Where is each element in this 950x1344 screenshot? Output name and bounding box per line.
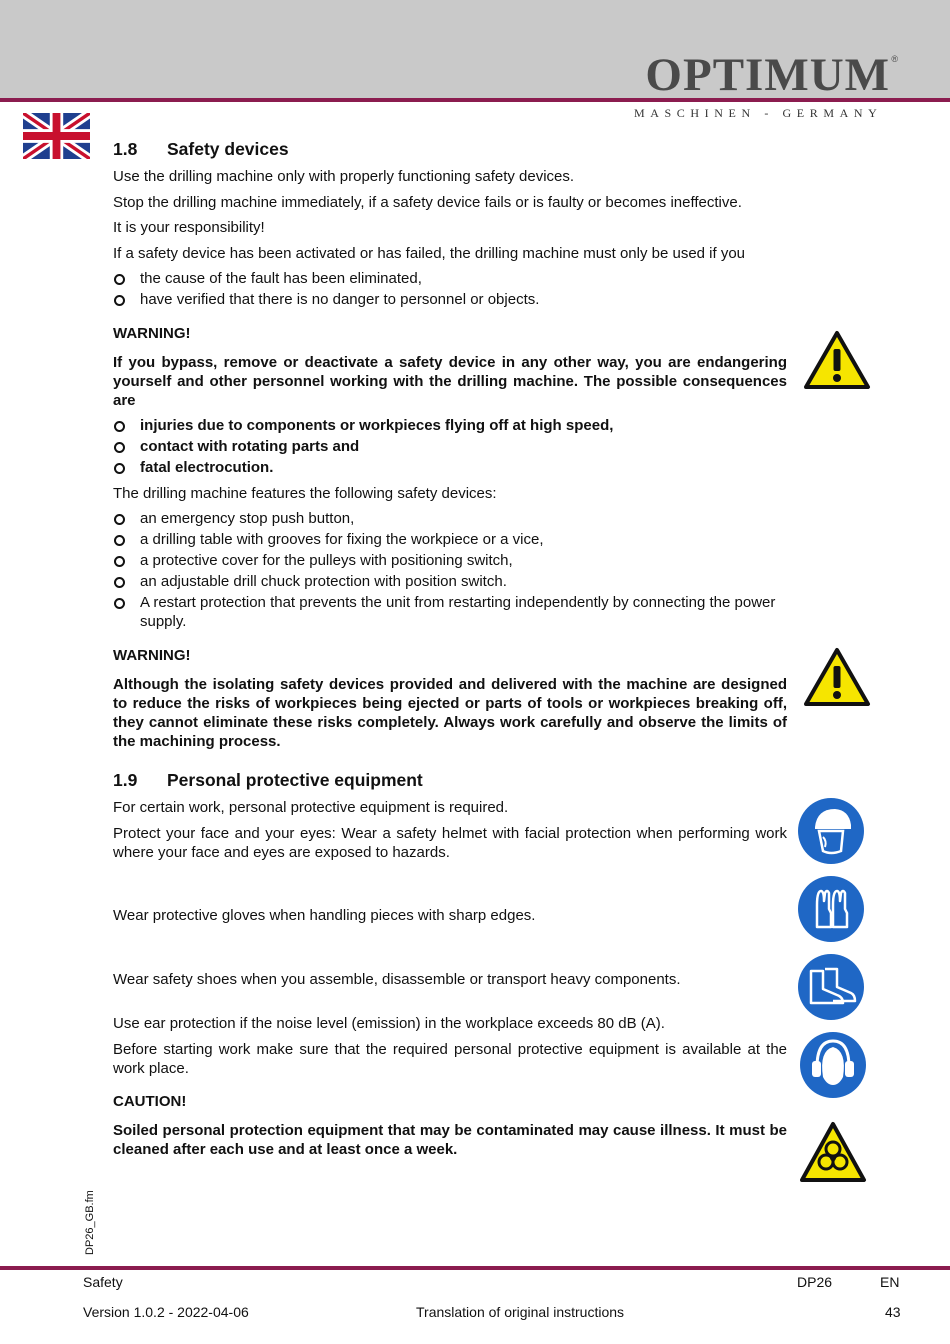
footer-language: EN — [880, 1274, 900, 1290]
main-content — [113, 140, 787, 1166]
list-item — [113, 437, 787, 456]
bullet-list — [113, 509, 787, 631]
list-item — [113, 269, 787, 288]
section-heading-1-8 — [113, 140, 787, 159]
logo-registered-mark: ® — [891, 54, 898, 64]
paragraph: If a safety device has been activated or has failed, the drilling machine must only be used if you — [113, 244, 746, 262]
paragraph: For certain work, personal protective equipment is required. — [113, 799, 509, 816]
footer-section: Safety — [83, 1274, 123, 1290]
warning-heading: WARNING! — [113, 324, 191, 342]
face-protection-icon — [797, 797, 865, 865]
warning-triangle-icon — [803, 647, 871, 707]
warning-text: If you bypass, remove or deactivate a safety device in any other way, you are endangering yourself and other personnel working with the drilling machine. The possible consequences are — [113, 353, 787, 409]
section-title: Personal protective equipment — [167, 770, 423, 790]
list-item — [113, 416, 787, 435]
list-item — [113, 509, 787, 528]
section-heading-1-9 — [113, 771, 787, 790]
warning-bullet-list — [113, 416, 787, 477]
list-item — [113, 530, 787, 549]
safety-shoes-icon — [797, 953, 865, 1021]
list-item — [113, 593, 787, 631]
paragraph: Wear safety shoes when you assemble, disassemble or transport heavy components. — [113, 970, 681, 988]
gloves-icon — [797, 875, 865, 943]
footer-translation-note: Translation of original instructions — [416, 1304, 625, 1320]
section-title: Safety devices — [167, 139, 289, 159]
logo-tagline: MASCHINEN - GERMANY — [634, 106, 883, 120]
bullet-icon — [114, 421, 125, 432]
optimum-logo — [628, 50, 898, 120]
paragraph: Use ear protection if the noise level (emission) in the workplace exceeds 80 dB (A). — [113, 1015, 665, 1032]
page-number: 43 — [885, 1304, 901, 1320]
list-item — [113, 572, 787, 591]
paragraph: The drilling machine features the following safety devices: — [113, 484, 497, 502]
section-number: 1.9 — [113, 770, 138, 790]
paragraph: Before starting work make sure that the required personal protective equipment is available at the work place. — [113, 1040, 787, 1077]
caution-heading: CAUTION! — [113, 1093, 187, 1110]
list-item-text: contact with rotating parts and — [140, 438, 360, 455]
paragraph: Stop the drilling machine immediately, if a safety device fails or is faulty or becomes ineffective. — [113, 193, 742, 211]
warning-heading: WARNING! — [113, 646, 191, 664]
list-item-text: A restart protection that prevents the unit from restarting independently by connecting the power supply. — [140, 594, 776, 630]
paragraph: It is your responsibility! — [113, 219, 265, 236]
ear-protection-icon — [799, 1031, 867, 1099]
bullet-icon — [114, 556, 125, 567]
list-item-text: an adjustable drill chuck protection with position switch. — [140, 573, 507, 590]
paragraph: Wear protective gloves when handling pieces with sharp edges. — [113, 907, 536, 924]
biohazard-icon — [799, 1121, 867, 1183]
list-item — [113, 551, 787, 570]
paragraph: Use the drilling machine only with properly functioning safety devices. — [113, 168, 575, 185]
bullet-icon — [114, 577, 125, 588]
bullet-icon — [114, 463, 125, 474]
list-item-text: have verified that there is no danger to personnel or objects. — [140, 291, 540, 308]
bullet-icon — [114, 598, 125, 609]
caution-text: Soiled personal protection equipment that may be contaminated may cause illness. It must be cleaned after each use and at least once a week. — [113, 1122, 787, 1158]
file-name-label: DP26_GB.fm — [84, 1190, 96, 1255]
bullet-icon — [114, 442, 125, 453]
warning-text: Although the isolating safety devices provided and delivered with the machine are designed to reduce the risks of workpieces being ejected or parts of tools or workpieces breaking off, they cannot eliminate these risks completely. Always work carefully and observe the limits of the machining process. — [113, 675, 787, 750]
list-item-text: fatal electrocution. — [140, 459, 274, 476]
list-item-text: a protective cover for the pulleys with positioning switch, — [140, 552, 513, 569]
bullet-icon — [114, 535, 125, 546]
list-item-text: a drilling table with grooves for fixing the workpiece or a vice, — [140, 531, 544, 548]
footer-rule — [0, 1266, 950, 1270]
list-item — [113, 290, 787, 309]
section-number: 1.8 — [113, 139, 138, 159]
bullet-icon — [114, 274, 125, 285]
bullet-list — [113, 269, 787, 309]
warning-triangle-icon — [803, 330, 871, 390]
list-item-text: injuries due to components or workpieces flying off at high speed, — [140, 417, 614, 434]
footer-version: Version 1.0.2 - 2022-04-06 — [83, 1304, 249, 1320]
footer-model: DP26 — [797, 1274, 833, 1290]
list-item — [113, 458, 787, 477]
paragraph: Protect your face and your eyes: Wear a safety helmet with facial protection when performing work where your face and eyes are exposed to hazards. — [113, 824, 787, 861]
list-item-text: an emergency stop push button, — [140, 510, 355, 527]
uk-flag-icon — [23, 113, 90, 159]
bullet-icon — [114, 295, 125, 306]
logo-wordmark: OPTIMUM — [645, 49, 890, 101]
list-item-text: the cause of the fault has been eliminated, — [140, 270, 422, 287]
bullet-icon — [114, 514, 125, 525]
